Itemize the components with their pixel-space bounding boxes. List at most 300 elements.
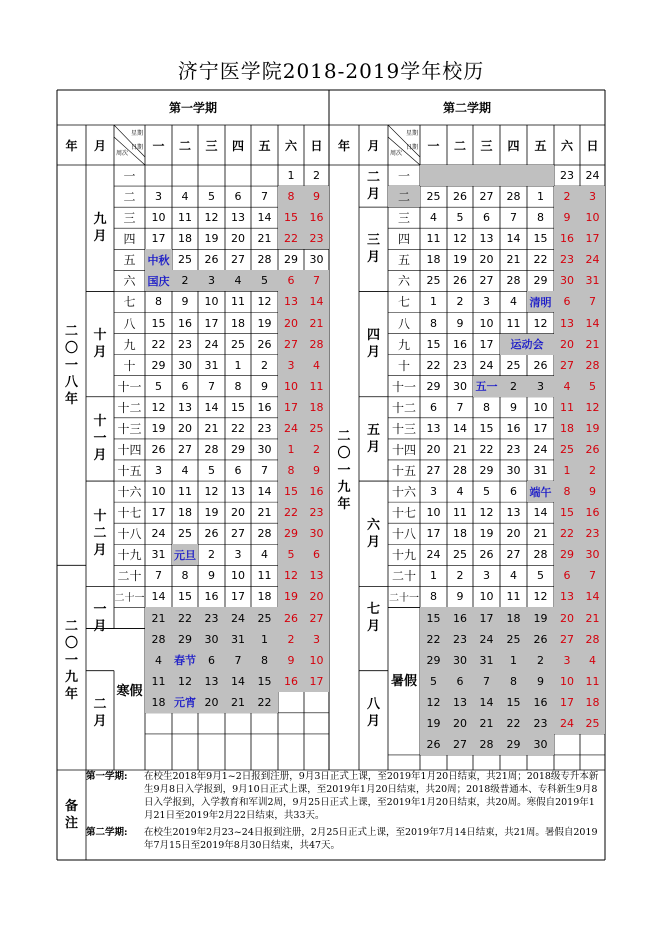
term1-day-cell: 28 xyxy=(145,629,172,650)
term2-day-cell: 14 xyxy=(506,232,521,246)
term2-day-cell: 25 xyxy=(506,358,521,372)
term2-day-cell: 6 xyxy=(447,671,473,692)
term2-week-number: 七 xyxy=(397,295,410,310)
term2-day-cell: 19 xyxy=(580,418,605,439)
term1-week-number: 十二 xyxy=(117,400,142,415)
term1-day-cell: 1 xyxy=(278,439,304,460)
page-title: 济宁医学院2018-2019学年校历 xyxy=(177,59,485,83)
term1-day-cell: 元宵 xyxy=(172,692,198,713)
term1-day-cell: 23 xyxy=(257,421,272,435)
term1-day-cell xyxy=(304,692,329,713)
term2-day-cell: 30 xyxy=(453,379,467,393)
term1-day-cell: 5 xyxy=(251,270,278,291)
term2-day-cell: 26 xyxy=(479,548,494,562)
corner-weekday-label: 星期 xyxy=(130,130,143,137)
term1-day-cell: 14 xyxy=(257,211,272,225)
term2-day-cell: 14 xyxy=(580,586,605,607)
term1-day-cell: 7 xyxy=(261,190,268,204)
term1-day-cell xyxy=(278,734,304,755)
term2-day-cell: 4 xyxy=(430,211,437,225)
term1-week-number: 十六 xyxy=(117,485,142,500)
term2-day-cell: 6 xyxy=(554,291,580,312)
term2-day-cell: 25 xyxy=(426,190,441,204)
term1-day-cell xyxy=(172,713,198,734)
term2-weekday-header: 日 xyxy=(586,138,599,153)
term2-day-cell: 28 xyxy=(580,355,605,376)
term1-day-cell: 15 xyxy=(231,400,245,414)
term1-day-cell: 10 xyxy=(151,211,166,225)
term1-day-cell: 25 xyxy=(231,337,245,351)
term2-day-cell: 30 xyxy=(506,464,521,477)
term2-day-cell: 27 xyxy=(426,464,441,477)
term1-day-cell: 29 xyxy=(278,523,304,544)
term2-day-cell: 8 xyxy=(483,400,490,414)
term2-day-cell: 12 xyxy=(420,692,447,713)
term2-day-cell: 11 xyxy=(580,671,605,692)
term2-weekday-header: 五 xyxy=(534,138,547,153)
term1-day-cell: 25 xyxy=(251,607,278,628)
term1-day-cell: 14 xyxy=(225,671,251,692)
term2-day-cell: 4 xyxy=(580,650,605,671)
term2-day-cell: 7 xyxy=(510,211,517,225)
term1-day-cell: 30 xyxy=(304,523,329,544)
term1-day-cell: 23 xyxy=(304,228,329,249)
term2-day-cell: 27 xyxy=(447,734,473,755)
term2-day-cell: 14 xyxy=(533,506,548,520)
term2-year-header: 年 xyxy=(337,138,350,153)
term1-week-number: 三 xyxy=(123,211,136,226)
term2-day-cell: 20 xyxy=(447,713,473,734)
term1-day-cell: 30 xyxy=(178,358,192,372)
term2-week-number: 九 xyxy=(397,337,410,352)
term2-day-cell: 23 xyxy=(447,629,473,650)
term1-day-cell: 22 xyxy=(231,421,245,435)
term1-day-cell: 28 xyxy=(204,442,219,456)
term1-day-cell: 19 xyxy=(278,586,304,607)
term2-day-cell: 25 xyxy=(426,274,441,288)
term2-day-cell: 25 xyxy=(554,439,580,460)
term1-day-cell: 19 xyxy=(204,506,219,520)
term2-day-cell xyxy=(447,165,473,186)
term1-day-cell: 国庆 xyxy=(145,270,172,291)
term1-day-cell: 11 xyxy=(257,569,272,583)
term1-day-cell: 2 xyxy=(304,439,329,460)
term2-day-cell: 8 xyxy=(430,590,437,604)
term2-day-cell: 3 xyxy=(527,376,554,397)
term2-day-cell: 13 xyxy=(554,312,580,333)
term2-day-cell: 30 xyxy=(580,544,605,565)
term2-day-cell: 11 xyxy=(453,506,467,520)
remark-term1 xyxy=(86,770,604,822)
term1-day-cell: 29 xyxy=(172,629,198,650)
term2-day-cell: 10 xyxy=(580,207,605,228)
term1-day-cell: 11 xyxy=(178,485,192,499)
term1-week-number: 十五 xyxy=(117,464,142,478)
term1-day-cell xyxy=(225,165,251,186)
term2-day-cell: 清明 xyxy=(527,291,554,312)
term2-day-cell: 28 xyxy=(506,190,521,204)
term2-day-cell: 13 xyxy=(479,232,494,246)
corner-weekday-label: 星期 xyxy=(405,130,418,137)
term1-day-cell: 8 xyxy=(155,295,162,309)
term2-day-cell: 14 xyxy=(453,421,467,435)
term2-day-cell: 20 xyxy=(426,442,441,456)
term2-day-cell: 21 xyxy=(506,253,521,267)
term2-month-header: 月 xyxy=(367,138,380,153)
term1-week-number: 一 xyxy=(123,169,136,184)
term1-day-cell: 24 xyxy=(204,337,219,351)
term2-day-cell: 6 xyxy=(554,565,580,586)
term1-day-cell: 22 xyxy=(278,502,304,523)
term2-day-cell xyxy=(527,165,554,186)
term1-day-cell: 春节 xyxy=(172,650,198,671)
term1-day-cell: 14 xyxy=(304,291,329,312)
term1-day-cell: 15 xyxy=(278,207,304,228)
term2-day-cell: 29 xyxy=(420,650,447,671)
term1-day-cell: 5 xyxy=(208,464,215,477)
term1-week-number: 九 xyxy=(123,337,136,352)
term1-day-cell: 31 xyxy=(204,358,219,372)
term2-day-cell: 1 xyxy=(430,295,437,309)
term1-day-cell: 21 xyxy=(225,692,251,713)
term2-day-cell: 15 xyxy=(533,232,548,246)
term1-week-number: 二 xyxy=(123,190,136,205)
term2-day-cell: 23 xyxy=(527,713,554,734)
term1-day-cell: 17 xyxy=(304,671,329,692)
term2-day-cell: 16 xyxy=(453,337,467,351)
term1-day-cell: 8 xyxy=(278,186,304,207)
term2-week-number: 十九 xyxy=(391,548,416,563)
term1-day-cell: 元旦 xyxy=(172,544,198,565)
term2-day-cell: 24 xyxy=(533,442,548,456)
term1-day-cell: 12 xyxy=(151,400,166,414)
term1-day-cell: 2 xyxy=(208,548,215,562)
term2-day-cell: 9 xyxy=(510,400,517,414)
term2-weekday-header: 六 xyxy=(560,138,573,153)
term1-day-cell: 20 xyxy=(231,232,245,246)
term2-month-label: 四 月 xyxy=(366,328,380,361)
term2-day-cell: 7 xyxy=(580,291,605,312)
term1-header: 第一学期 xyxy=(168,101,217,115)
term2-day-cell xyxy=(554,734,580,755)
term2-weekday-header: 四 xyxy=(507,138,520,153)
term1-day-cell: 29 xyxy=(284,253,298,267)
term1-day-cell: 6 xyxy=(234,464,242,477)
term2-day-cell: 17 xyxy=(479,337,494,351)
term1-year-header: 年 xyxy=(65,138,78,153)
term1-weekday-header: 四 xyxy=(231,138,244,153)
term2-day-cell: 22 xyxy=(533,253,548,267)
term1-month-label: 九 月 xyxy=(93,212,107,245)
term2-day-cell: 29 xyxy=(500,734,527,755)
term2-day-cell: 26 xyxy=(533,358,548,372)
term1-day-cell: 13 xyxy=(178,400,192,414)
term1-day-cell xyxy=(225,734,251,755)
term1-day-cell xyxy=(198,734,225,755)
term1-day-cell: 15 xyxy=(178,590,192,604)
term1-day-cell: 26 xyxy=(204,527,219,541)
term2-day-cell: 3 xyxy=(580,186,605,207)
term2-day-cell: 22 xyxy=(500,713,527,734)
term2-day-cell xyxy=(500,165,527,186)
term2-week-number: 二十 xyxy=(391,569,416,584)
term1-day-cell: 26 xyxy=(204,253,219,267)
term1-day-cell: 12 xyxy=(204,485,219,499)
term1-day-cell: 21 xyxy=(257,232,272,246)
term2-day-cell: 24 xyxy=(426,548,441,562)
term1-day-cell: 12 xyxy=(278,565,304,586)
term2-day-cell: 21 xyxy=(453,442,467,456)
remarks-text xyxy=(86,770,604,852)
term1-day-cell: 5 xyxy=(155,379,162,393)
term1-day-cell: 2 xyxy=(261,358,268,372)
term2-month-label: 二 月 xyxy=(366,170,380,203)
term1-day-cell: 13 xyxy=(231,485,245,499)
term1-day-cell: 6 xyxy=(304,544,329,565)
term1-day-cell: 25 xyxy=(178,527,192,541)
term1-day-cell: 14 xyxy=(151,590,166,604)
term2-day-cell: 9 xyxy=(456,590,464,604)
term1-day-cell: 8 xyxy=(234,379,242,393)
term1-day-cell: 24 xyxy=(278,418,304,439)
term2-day-cell: 11 xyxy=(506,316,521,330)
term2-day-cell xyxy=(420,165,447,186)
term1-day-cell: 16 xyxy=(304,481,329,502)
term2-day-cell: 31 xyxy=(533,464,548,477)
term2-day-cell: 19 xyxy=(453,253,467,267)
term2-day-cell: 运动会 xyxy=(500,334,554,355)
term1-day-cell: 10 xyxy=(151,485,166,499)
term1-day-cell: 30 xyxy=(257,442,272,456)
term2-day-cell: 24 xyxy=(585,169,600,183)
term2-day-cell: 19 xyxy=(479,527,494,541)
term1-day-cell: 23 xyxy=(178,337,192,351)
term1-day-cell: 12 xyxy=(204,211,219,225)
term1-day-cell: 22 xyxy=(172,607,198,628)
term1-month-label: 十 一 月 xyxy=(93,414,107,464)
term2-day-cell: 26 xyxy=(453,274,467,288)
term2-week-number: 一 xyxy=(397,169,410,184)
term2-day-cell: 2 xyxy=(456,295,464,309)
term1-weekday-header: 五 xyxy=(258,138,271,153)
term1-day-cell: 13 xyxy=(278,291,304,312)
term2-day-cell: 27 xyxy=(554,629,580,650)
term2-day-cell: 9 xyxy=(554,207,580,228)
term1-day-cell: 4 xyxy=(304,355,329,376)
term2-day-cell: 28 xyxy=(473,734,500,755)
term1-day-cell: 15 xyxy=(151,316,166,330)
term2-day-cell: 27 xyxy=(479,190,494,204)
term1-day-cell: 17 xyxy=(231,590,245,604)
term1-winter-break-label: 寒假 xyxy=(116,684,143,700)
term1-day-cell: 1 xyxy=(251,629,278,650)
term2-month-label: 三 月 xyxy=(366,233,380,266)
term1-day-cell xyxy=(145,165,172,186)
term1-day-cell: 5 xyxy=(208,190,215,204)
term1-day-cell: 25 xyxy=(304,418,329,439)
term2-day-cell: 7 xyxy=(456,400,464,414)
term1-day-cell: 26 xyxy=(278,607,304,628)
term1-day-cell xyxy=(198,713,225,734)
term1-corner-cell xyxy=(114,125,145,165)
term2-day-cell: 18 xyxy=(580,692,605,713)
term2-day-cell: 15 xyxy=(420,607,447,628)
term1-day-cell: 11 xyxy=(145,671,172,692)
term2-weekday-header: 二 xyxy=(453,138,466,153)
term2-day-cell: 27 xyxy=(479,274,494,288)
term2-day-cell: 12 xyxy=(453,232,467,246)
term1-day-cell: 1 xyxy=(287,169,295,183)
term2-day-cell: 9 xyxy=(580,481,605,502)
term2-day-cell: 20 xyxy=(479,253,494,267)
term1-day-cell: 24 xyxy=(225,607,251,628)
term2-day-cell: 30 xyxy=(447,650,473,671)
term2-week-number: 六 xyxy=(397,274,410,289)
term2-day-cell: 28 xyxy=(533,548,548,562)
term2-header: 第二学期 xyxy=(442,101,491,115)
term2-day-cell: 25 xyxy=(453,548,467,562)
term1-day-cell: 20 xyxy=(231,506,245,520)
term2-day-cell xyxy=(473,165,500,186)
term2-day-cell: 2 xyxy=(500,376,527,397)
corner-date-label: 日期 xyxy=(405,144,418,151)
term2-day-cell: 6 xyxy=(430,400,437,414)
term1-day-cell: 6 xyxy=(278,270,304,291)
term2-day-cell: 12 xyxy=(533,316,548,330)
term2-day-cell: 29 xyxy=(554,544,580,565)
term2-summer-break-label: 暑假 xyxy=(390,673,417,689)
term2-day-cell: 21 xyxy=(533,527,548,541)
term2-day-cell: 18 xyxy=(426,253,441,267)
term2-day-cell: 6 xyxy=(510,485,517,499)
term2-day-cell: 20 xyxy=(506,527,521,541)
term2-day-cell: 17 xyxy=(473,607,500,628)
term1-day-cell: 26 xyxy=(257,337,272,351)
term1-day-cell: 14 xyxy=(204,400,219,414)
term2-day-cell: 4 xyxy=(554,376,580,397)
term1-day-cell: 10 xyxy=(231,569,245,583)
term1-day-cell: 8 xyxy=(278,460,304,481)
term2-day-cell: 12 xyxy=(479,506,494,520)
term1-day-cell: 26 xyxy=(151,442,166,456)
term1-day-cell: 22 xyxy=(278,228,304,249)
term1-day-cell: 4 xyxy=(181,464,189,477)
term1-day-cell: 21 xyxy=(204,421,219,435)
term1-day-cell: 9 xyxy=(304,186,329,207)
term1-week-number: 二十 xyxy=(117,569,142,584)
term1-day-cell: 12 xyxy=(172,671,198,692)
term1-weekday-header: 一 xyxy=(152,138,165,153)
term1-week-number: 二十一 xyxy=(114,593,145,605)
term1-week-number: 五 xyxy=(123,253,136,268)
term2-day-cell: 24 xyxy=(473,629,500,650)
term2-year-label: 二 〇 一 九 年 xyxy=(337,429,351,512)
term1-year-label: 二 〇 一 八 年 xyxy=(64,323,78,407)
term1-day-cell: 18 xyxy=(145,692,172,713)
term2-day-cell: 16 xyxy=(506,421,521,435)
term2-day-cell: 10 xyxy=(426,506,441,520)
term2-day-cell: 7 xyxy=(473,671,500,692)
term1-day-cell: 8 xyxy=(181,569,189,583)
term1-day-cell: 18 xyxy=(178,506,192,520)
term1-month-label: 一 月 xyxy=(93,601,107,634)
term2-month-label: 七 月 xyxy=(366,601,380,634)
term1-day-cell: 19 xyxy=(151,421,166,435)
term2-day-cell: 28 xyxy=(506,274,521,288)
term1-day-cell: 23 xyxy=(198,607,225,628)
term1-day-cell: 18 xyxy=(304,397,329,418)
term1-day-cell: 13 xyxy=(198,671,225,692)
term1-day-cell: 28 xyxy=(257,253,272,267)
term1-day-cell: 28 xyxy=(304,334,329,355)
term2-day-cell: 12 xyxy=(580,397,605,418)
term2-day-cell: 4 xyxy=(510,295,517,309)
remark-term1-text: 在校生2018年9月1~2日报到注册，9月3日正式上课，至2019年1月20日结束，共21周；2018级专升本新生9月8日入学报到，9月10日正式上课，至2019年1月20日结束，共20周；2018级普通本、专科新生9月8日入学报到，入学教育和军训2周，9月25日正式上课，至2019年1月20日结束，共20周。寒假自2019年1月21日至2019年2月22日结束，共33天。 xyxy=(144,771,599,821)
term2-day-cell: 30 xyxy=(554,270,580,291)
term2-day-cell: 3 xyxy=(483,569,490,583)
term2-day-cell: 3 xyxy=(430,485,437,499)
term1-week-number: 八 xyxy=(123,316,136,331)
term1-day-cell: 4 xyxy=(181,190,189,204)
term2-day-cell: 1 xyxy=(430,569,437,583)
term1-day-cell: 20 xyxy=(304,586,329,607)
term1-day-cell: 24 xyxy=(151,527,166,541)
term2-day-cell: 五一 xyxy=(473,376,500,397)
term1-day-cell: 20 xyxy=(198,692,225,713)
term1-day-cell xyxy=(172,734,198,755)
term2-day-cell xyxy=(580,734,605,755)
term1-day-cell: 27 xyxy=(231,253,245,267)
term2-day-cell: 13 xyxy=(506,506,521,520)
term1-day-cell xyxy=(225,713,251,734)
term1-day-cell: 2 xyxy=(278,629,304,650)
term2-day-cell: 30 xyxy=(527,734,554,755)
term2-day-cell: 27 xyxy=(554,355,580,376)
term1-weekday-header: 六 xyxy=(284,138,297,153)
term1-day-cell: 17 xyxy=(204,316,219,330)
term2-day-cell: 9 xyxy=(527,671,554,692)
term2-day-cell: 18 xyxy=(554,418,580,439)
term1-day-cell: 11 xyxy=(231,295,245,309)
term2-day-cell: 19 xyxy=(420,713,447,734)
term1-day-cell: 16 xyxy=(178,316,192,330)
term1-day-cell: 21 xyxy=(304,312,329,333)
term2-day-cell: 15 xyxy=(554,502,580,523)
term1-day-cell: 3 xyxy=(155,190,162,204)
term2-day-cell: 6 xyxy=(483,211,490,225)
term1-week-number: 十 xyxy=(123,358,136,373)
term2-day-cell: 28 xyxy=(580,629,605,650)
term2-day-cell: 2 xyxy=(527,650,554,671)
term2-day-cell: 21 xyxy=(580,607,605,628)
term1-day-cell: 16 xyxy=(278,671,304,692)
term1-day-cell: 3 xyxy=(234,548,242,562)
term1-day-cell: 7 xyxy=(225,650,251,671)
term2-day-cell: 29 xyxy=(426,379,441,393)
term2-day-cell: 14 xyxy=(473,692,500,713)
term2-day-cell: 12 xyxy=(533,590,548,604)
term2-day-cell: 5 xyxy=(420,671,447,692)
term1-day-cell: 18 xyxy=(231,316,245,330)
term1-day-cell: 30 xyxy=(309,253,324,267)
term2-day-cell: 22 xyxy=(420,629,447,650)
term1-week-number: 四 xyxy=(123,232,136,247)
term1-day-cell: 20 xyxy=(178,421,192,435)
term2-day-cell: 13 xyxy=(447,692,473,713)
term2-day-cell: 11 xyxy=(426,232,441,246)
term1-day-cell: 7 xyxy=(208,379,215,393)
term1-day-cell: 17 xyxy=(151,232,166,246)
